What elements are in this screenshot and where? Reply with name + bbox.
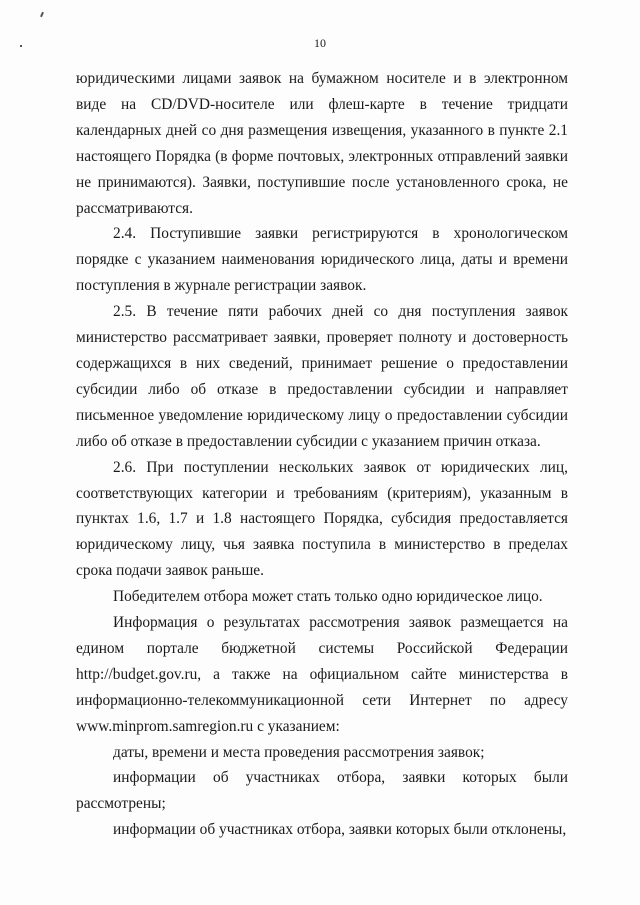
paragraph-continuation: юридическими лицами заявок на бумажном носителе и в электронном виде на CD/DVD-носителе или флеш-карте в течение тридцати календарных дней со дня размещения извещения, указанного в пункте 2.1 настоящего Порядка (в форме почтовых, электронных отправлений заявки не принимаются). Заявки, поступившие после установленного срока, не рассматриваются. (76, 70, 568, 217)
list-item-rejected: информации об участниках отбора, заявки которых были отклонены, (113, 821, 567, 839)
list-item-considered: информации об участниках отбора, заявки которых были рассмотрены; (76, 769, 568, 813)
paragraph-winner: Победителем отбора может стать только одно юридическое лицо. (113, 588, 543, 606)
document-body (76, 66, 568, 843)
paragraph-2-5: 2.5. В течение пяти рабочих дней со дня поступления заявок министерство рассматривает заявки, проверяет полноту и достоверность содержащихся в них сведений, принимает решение о предоставлении субсидии либо об отказе в предоставлении субсидии и направляет письменное уведомление юридическому лицу о предоставлении субсидии либо об отказе в предоставлении субсидии с указанием причин отказа. (76, 303, 568, 450)
list-item-dates: даты, времени и места проведения рассмотрения заявок; (113, 743, 485, 761)
paragraph-2-6: 2.6. При поступлении нескольких заявок от юридических лиц, соответствующих категории и требованиям (критериям), указанным в пунктах 1.6, 1.7 и 1.8 настоящего Порядка, субсидия предоставляется юридическому лицу, чья заявка поступила в министерство в пределах срока подачи заявок раньше. (76, 458, 568, 580)
paragraph-2-4: 2.4. Поступившие заявки регистрируются в хронологическом порядке с указанием наименования юридического лица, даты и времени поступления в журнале регистрации заявок. (76, 225, 568, 295)
scan-artifact-mark (40, 12, 44, 17)
paragraph-results-info: Информация о результатах рассмотрения заявок размещается на едином портале бюджетной системы Российской Федерации http://budget.gov.ru, а также на официальном сайте министерства в информационно-телекоммуникационной сети Интернет по адресу www.minprom.samregion.ru с указанием: (76, 614, 568, 735)
page-number: 10 (314, 36, 326, 50)
